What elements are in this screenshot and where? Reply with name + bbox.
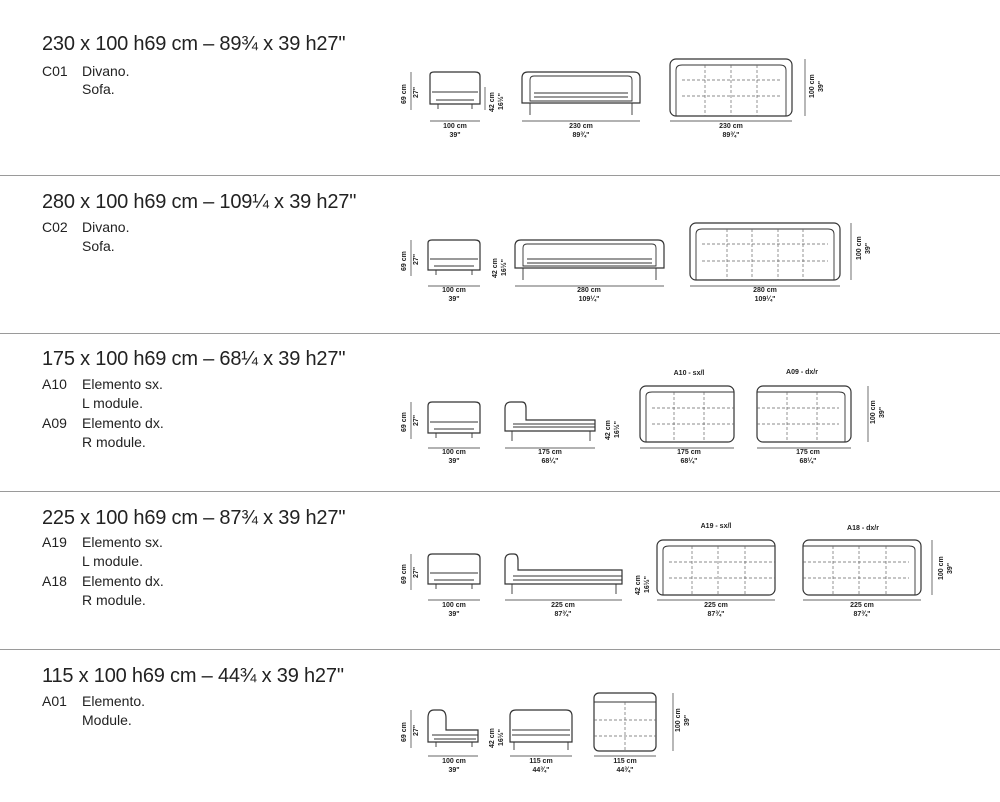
top-view-drawing: [670, 59, 805, 121]
dim-width-in: 89¾": [572, 132, 590, 139]
dim-top1-width-cm: 225 cm: [704, 602, 728, 609]
item-name-en: R module.: [82, 592, 146, 608]
front-view-drawing: [505, 402, 595, 448]
top-view-right-drawing: [757, 386, 868, 448]
dim-height-cm: 69 cm: [401, 84, 408, 104]
dim-top-depth-cm: 100 cm: [870, 400, 877, 424]
dim-top-width-cm: 280 cm: [753, 287, 777, 294]
drawings-a01: [0, 650, 1000, 802]
dim-top-width-in: 89¾": [722, 132, 740, 139]
side-view-drawing: [411, 72, 485, 121]
dim-height-in: 27": [413, 253, 420, 265]
dim-height-cm: 69 cm: [401, 564, 408, 584]
dim-top2-width-in: 68¼": [799, 458, 817, 465]
dim-top2-width-in: 87¾": [853, 611, 871, 618]
item-name-en: L module.: [82, 395, 143, 411]
dim-depth-in: 39": [449, 132, 461, 139]
item-name-en: Sofa.: [82, 81, 115, 97]
dim-width-cm: 280 cm: [577, 287, 601, 294]
dim-depth-cm: 100 cm: [442, 758, 466, 765]
dim-height-in: 27": [413, 724, 420, 736]
item-name-it: Elemento sx.: [82, 376, 163, 392]
side-view-drawing: [411, 710, 478, 756]
dim-depth-cm: 100 cm: [442, 602, 466, 609]
drawings-a19-a18: [0, 492, 1000, 649]
section-title: 115 x 100 h69 cm – 44¾ x 39 h27'': [42, 665, 344, 687]
item-name-it: Divano.: [82, 63, 130, 79]
dim-top-width-in: 44¾": [616, 767, 634, 774]
section-a19-a18: [0, 492, 1000, 649]
dim-height-cm: 69 cm: [401, 251, 408, 271]
item-code: C01: [42, 63, 68, 79]
dim-top-depth-in: 39": [865, 242, 872, 254]
dim-top2-width-cm: 175 cm: [796, 449, 820, 456]
item-name-en: R module.: [82, 434, 146, 450]
dim-width-in: 68¼": [541, 458, 559, 465]
item-name-it: Elemento sx.: [82, 534, 163, 550]
dim-seat-in: 16½": [501, 259, 508, 276]
dim-width-in: 87¾": [554, 611, 572, 618]
dim-seat-cm: 42 cm: [605, 420, 612, 440]
dim-top-width-cm: 230 cm: [719, 123, 743, 130]
item-code: A09: [42, 415, 67, 431]
dim-top-depth-cm: 100 cm: [675, 708, 682, 732]
front-view-drawing: [522, 72, 640, 121]
dim-top-depth-in: 39": [684, 714, 691, 726]
top-view-left-drawing: [640, 386, 734, 448]
item-name-en: Sofa.: [82, 238, 115, 254]
drawings-c01: [0, 0, 1000, 175]
top-view-label-left: A10 - sx/l: [673, 370, 705, 377]
dim-width-in: 109¼": [578, 296, 600, 303]
side-view-drawing: [411, 240, 480, 286]
dim-width-cm: 115 cm: [529, 758, 553, 765]
drawings-c02: [0, 176, 1000, 333]
dim-height-in: 27": [413, 86, 420, 98]
dim-top-depth-in: 39": [879, 406, 886, 418]
item-code: C02: [42, 219, 68, 235]
dim-top-depth-cm: 100 cm: [938, 556, 945, 580]
dim-top-depth-in: 39": [947, 562, 954, 574]
dim-top2-width-cm: 225 cm: [850, 602, 874, 609]
dim-depth-cm: 100 cm: [443, 123, 467, 130]
top-view-label-right: A18 - dx/r: [847, 525, 879, 532]
dim-width-in: 44¾": [532, 767, 550, 774]
section-a10-a09: [0, 334, 1000, 491]
dim-height-cm: 69 cm: [401, 722, 408, 742]
item-name-it: Elemento.: [82, 693, 146, 709]
top-view-drawing: [594, 693, 673, 756]
dim-depth-cm: 100 cm: [442, 287, 466, 294]
side-view-drawing: [411, 402, 480, 448]
item-name-en: L module.: [82, 553, 143, 569]
section-c02: [0, 176, 1000, 333]
dim-height-in: 27": [413, 414, 420, 426]
item-name-it: Divano.: [82, 219, 130, 235]
side-view-drawing: [411, 554, 480, 600]
section-title: 280 x 100 h69 cm – 109¼ x 39 h27'': [42, 191, 357, 213]
section-title: 175 x 100 h69 cm – 68¼ x 39 h27'': [42, 348, 346, 370]
dim-depth-in: 39": [448, 296, 460, 303]
dim-height-in: 27": [413, 566, 420, 578]
dim-top-depth-cm: 100 cm: [809, 74, 816, 98]
dim-seat-cm: 42 cm: [492, 258, 499, 278]
dim-top1-width-in: 87¾": [707, 611, 725, 618]
dim-seat-cm: 42 cm: [635, 575, 642, 595]
dim-seat-in: 16½": [498, 93, 505, 110]
dim-seat-in: 16½": [614, 421, 621, 438]
dim-top1-width-cm: 175 cm: [677, 449, 701, 456]
dim-depth-cm: 100 cm: [442, 449, 466, 456]
dim-top1-width-in: 68¼": [680, 458, 698, 465]
dim-depth-in: 39": [448, 458, 460, 465]
dim-top-depth-in: 39": [818, 80, 825, 92]
dim-top-width-cm: 115 cm: [613, 758, 637, 765]
section-a01: [0, 650, 1000, 802]
item-name-it: Elemento dx.: [82, 415, 164, 431]
drawings-a10-a09: [0, 334, 1000, 491]
section-title: 230 x 100 h69 cm – 89¾ x 39 h27'': [42, 33, 346, 55]
dim-depth-in: 39": [448, 767, 460, 774]
item-name-it: Elemento dx.: [82, 573, 164, 589]
item-name-en: Module.: [82, 712, 132, 728]
dim-seat-in: 16½": [498, 729, 505, 746]
front-view-drawing: [505, 554, 622, 600]
dim-seat-in: 16½": [644, 576, 651, 593]
item-code: A18: [42, 573, 67, 589]
top-view-right-drawing: [803, 540, 932, 600]
front-view-drawing: [510, 710, 572, 756]
front-view-drawing: [515, 240, 664, 286]
top-view-label-left: A19 - sx/l: [700, 523, 732, 530]
dim-height-cm: 69 cm: [401, 412, 408, 432]
item-code: A01: [42, 693, 67, 709]
dim-width-cm: 175 cm: [538, 449, 562, 456]
top-view-drawing: [690, 223, 851, 286]
item-code: A19: [42, 534, 67, 550]
top-view-label-right: A09 - dx/r: [786, 369, 818, 376]
dim-top-width-in: 109¼": [754, 296, 776, 303]
section-c01: [0, 0, 1000, 175]
dim-seat-cm: 42 cm: [489, 92, 496, 112]
dim-width-cm: 230 cm: [569, 123, 593, 130]
dim-depth-in: 39": [448, 611, 460, 618]
dim-top-depth-cm: 100 cm: [856, 236, 863, 260]
dim-seat-cm: 42 cm: [489, 728, 496, 748]
item-code: A10: [42, 376, 67, 392]
section-title: 225 x 100 h69 cm – 87¾ x 39 h27'': [42, 507, 346, 529]
dim-width-cm: 225 cm: [551, 602, 575, 609]
top-view-left-drawing: [657, 540, 775, 600]
